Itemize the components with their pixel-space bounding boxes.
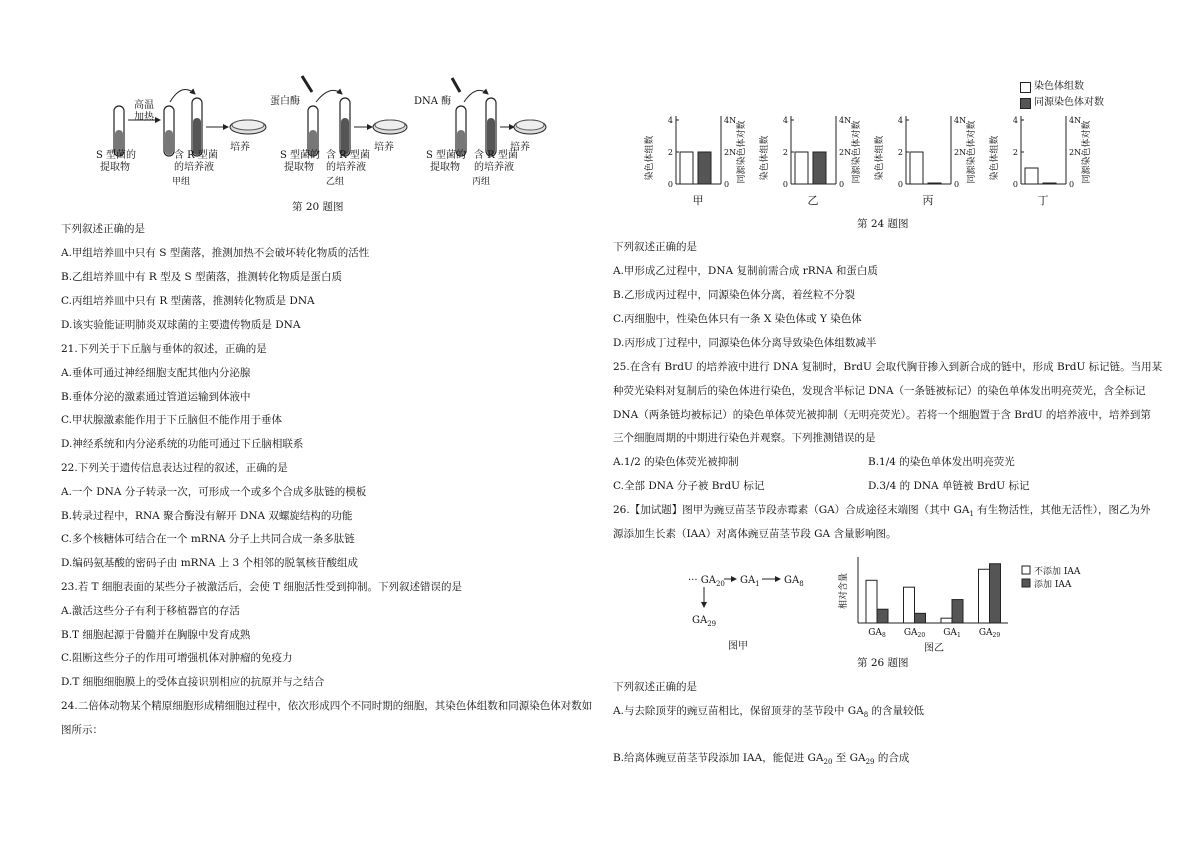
panel-label: 甲 [692, 194, 704, 207]
q21-option-a: A.垂体可通过神经细胞支配其他内分泌腺 [61, 367, 251, 379]
bar-group-count [1025, 168, 1038, 184]
legend-label-with-iaa: 添加 IAA [1034, 580, 1072, 590]
bar-no-iaa [941, 618, 952, 623]
svg-text:的培养液: 的培养液 [326, 162, 366, 173]
bar-no-iaa [904, 587, 915, 623]
group-yi-label: 乙组 [326, 177, 345, 187]
bar-pair-count [813, 152, 826, 184]
left-axis-title: 染色体组数 [990, 135, 1000, 181]
q23-option-a: A.激活这些分子有利于移植器官的存活 [61, 605, 240, 617]
left-tick-label: 2 [782, 148, 788, 157]
left-axis-title: 染色体组数 [645, 135, 655, 181]
right-tick-label: 0 [839, 180, 845, 189]
left-axis-title: 染色体组数 [875, 135, 885, 181]
panel-label: 乙 [807, 194, 819, 207]
left-tick-label: 4 [897, 116, 903, 125]
right-axis-title: 同源染色体对数 [852, 120, 862, 184]
right-tick-label: 2N [1069, 148, 1082, 157]
q25-option-a: A.1/2 的染色体荧光被抑制 [613, 456, 739, 468]
q23-stem: 23.若 T 细胞表面的某些分子被激活后，会使 T 细胞活性受到抑制。下列叙述错误的是 [61, 581, 463, 593]
category-label: $GA_8$ [868, 628, 886, 639]
svg-text:培养: 培养 [510, 142, 530, 153]
s-extract-label-2: 提取物 [100, 162, 130, 173]
figure-24-caption: 第 24 题图 [857, 218, 909, 230]
culture-label: 培养 [230, 142, 250, 153]
q23-option-c: C.阻断这些分子的作用可增强机体对肿瘤的免疫力 [61, 652, 293, 664]
group-bing-label: 丙组 [472, 177, 491, 187]
q21-option-b: B.垂体分泌的激素通过管道运输到体液中 [61, 391, 251, 403]
q22-option-c: C.多个核糖体可结合在一个 mRNA 分子上共同合成一条多肽链 [61, 533, 355, 545]
protease-label: 蛋白酶 [270, 96, 300, 107]
q25-option-c: C.全部 DNA 分子被 BrdU 标记 [613, 480, 765, 492]
group-yi [270, 76, 407, 187]
svg-text:提取物: 提取物 [284, 162, 314, 173]
right-tick-label: 4N [724, 116, 737, 125]
q26-option-b: B.给离体豌豆苗茎节段添加 IAA，能促进 $GA_{20}$ 至 $GA_{29}$ 的合成 [613, 752, 910, 767]
legend-swatch-no-iaa [1022, 566, 1030, 574]
bar-group-count [680, 152, 693, 184]
category-label: $GA_1$ [943, 628, 961, 639]
q20-option-c: C.丙组培养皿中只有 R 型菌落，推测转化物质是 DNA [61, 295, 315, 307]
high-temp-label-2: 加热 [134, 112, 154, 123]
y-axis-title: 相对含量 [839, 572, 849, 610]
q25-option-d: D.3/4 的 DNA 单链被 BrdU 标记 [868, 480, 1030, 492]
svg-text:GA8: $GA_8$ [784, 575, 804, 588]
bar-pair-count [698, 152, 711, 184]
category-label: $GA_{29}$ [978, 628, 1001, 639]
left-axis-title: 染色体组数 [760, 135, 770, 181]
right-tick-label: 0 [1069, 180, 1075, 189]
bar-no-iaa [979, 569, 990, 623]
right-axis-title: 同源染色体对数 [967, 120, 977, 184]
figure-20-caption: 第 20 题图 [292, 201, 344, 213]
bar-group-count [910, 152, 923, 184]
left-tick-label: 4 [667, 116, 673, 125]
q21-option-d: D.神经系统和内分泌系统的功能可通过下丘脑相联系 [61, 438, 304, 450]
r-culture-label-2: 的培养液 [174, 162, 214, 173]
left-tick-label: 0 [897, 180, 903, 189]
q22-option-b: B.转录过程中，RNA 聚合酶没有解开 DNA 双螺旋结构的功能 [61, 510, 353, 522]
s-extract-label-1: S 型菌的 [96, 150, 137, 161]
high-temp-label-1: 高温 [134, 100, 154, 111]
q23-option-d: D.T 细胞细胞膜上的受体直接识别相应的抗原并与之结合 [61, 676, 325, 688]
q26-option-a: A.与去除顶芽的豌豆苗相比，保留顶芽的茎节段中 $GA_8$ 的含量较低 [613, 705, 925, 720]
q25-stem-line1: 25.在含有 BrdU 的培养液中进行 DNA 复制时，BrdU 会取代胸苷掺入到新合成的链中，形成 BrdU 标记链。当用某 [613, 361, 1163, 373]
left-tick-label: 2 [667, 148, 673, 157]
legend-swatch-pair [1020, 98, 1031, 109]
right-axis-title: 同源染色体对数 [737, 120, 747, 184]
bar-with-iaa [877, 609, 888, 623]
svg-text:··· GA20: ··· $GA_{20}$ [688, 575, 725, 588]
right-tick-label: 0 [724, 180, 730, 189]
left-tick-label: 0 [667, 180, 673, 189]
right-tick-label: 2N [724, 148, 737, 157]
q20-option-d: D.该实验能证明肺炎双球菌的主要遗传物质是 DNA [61, 319, 301, 331]
panel-label: 丙 [922, 194, 934, 207]
q20-option-a: A.甲组培养皿中只有 S 型菌落，推测加热不会破坏转化物质的活性 [61, 247, 370, 259]
right-axis-title: 同源染色体对数 [1082, 120, 1092, 184]
q24-option-d: D.丙形成丁过程中，同源染色体分离导致染色体组数减半 [613, 337, 877, 349]
left-tick-label: 0 [1012, 180, 1018, 189]
q22-option-d: D.编码氨基酸的密码子由 mRNA 上 3 个相邻的脱氧核苷酸组成 [61, 557, 359, 569]
legend-label-group: 染色体组数 [1034, 81, 1084, 92]
q24-option-a: A.甲形成乙过程中，DNA 复制前需合成 rRNA 和蛋白质 [613, 265, 878, 277]
legend-label-pair: 同源染色体对数 [1034, 97, 1104, 108]
q21-stem: 21.下列关于下丘脑与垂体的叙述，正确的是 [61, 343, 267, 355]
dnase-label: DNA 酶 [414, 96, 452, 107]
q22-stem: 22.下列关于遗传信息表达过程的叙述，正确的是 [61, 462, 288, 474]
panel-label: 丁 [1037, 194, 1049, 207]
group-jia-label: 甲组 [172, 177, 191, 187]
bar-with-iaa [952, 600, 963, 623]
q24-option-c: C.丙细胞中，性染色体只有一条 X 染色体或 Y 染色体 [613, 313, 862, 325]
figure-20 [90, 72, 550, 192]
figure-26-pathway [680, 565, 830, 655]
svg-text:S 型菌的: S 型菌的 [280, 150, 321, 161]
left-tick-label: 4 [1012, 116, 1018, 125]
right-tick-label: 4N [839, 116, 852, 125]
q25-stem-line2: 种荧光染料对复制后的染色体进行染色，发现含半标记 DNA（一条链被标记）的染色单体发出明亮荧光，含全标记 [613, 385, 1146, 397]
q25-stem-line4: 三个细胞周期的中期进行染色并观察。下列推测错误的是 [613, 432, 876, 444]
q23-option-b: B.T 细胞起源于骨髓并在胸腺中发育成熟 [61, 629, 251, 641]
bar-pair-count [928, 183, 941, 184]
bar-with-iaa [915, 613, 926, 623]
bar-with-iaa [990, 564, 1001, 623]
q26-question: 下列叙述正确的是 [613, 681, 697, 693]
q24-stem-line2: 图所示： [61, 724, 103, 736]
svg-text:培养: 培养 [374, 142, 394, 153]
right-tick-label: 4N [1069, 116, 1082, 125]
bar-pair-count [1043, 183, 1056, 184]
legend-label-no-iaa: 不添加 IAA [1034, 567, 1081, 577]
svg-text:含 R 型菌: 含 R 型菌 [326, 150, 370, 161]
right-tick-label: 0 [954, 180, 960, 189]
right-tick-label: 4N [954, 116, 967, 125]
left-tick-label: 2 [897, 148, 903, 157]
bar-no-iaa [866, 580, 877, 623]
category-label: $GA_{20}$ [903, 628, 926, 639]
group-jia [96, 90, 266, 188]
svg-text:GA29: $GA_{29}$ [692, 615, 717, 628]
right-tick-label: 2N [839, 148, 852, 157]
q25-stem-line3: DNA（两条链均被标记）的染色单体荧光被抑制（无明亮荧光）。若将一个细胞置于含 BrdU 的培养液中，培养到第 [613, 409, 1151, 421]
right-tick-label: 2N [954, 148, 967, 157]
svg-text:提取物: 提取物 [430, 162, 460, 173]
svg-text:S 型菌的: S 型菌的 [426, 150, 467, 161]
q24-stem-line1: 24.二倍体动物某个精原细胞形成精细胞过程中，依次形成四个不同时期的细胞，其染色体组数和同源染色体对数如 [61, 700, 593, 712]
group-bing [414, 78, 546, 187]
q22-option-a: A.一个 DNA 分子转录一次，可形成一个或多个合成多肽链的模板 [61, 486, 367, 498]
left-tick-label: 2 [1012, 148, 1018, 157]
q21-option-c: C.甲状腺激素能作用于下丘脑但不能作用于垂体 [61, 414, 282, 426]
legend-swatch-group [1020, 82, 1031, 93]
svg-text:的培养液: 的培养液 [474, 162, 514, 173]
q26-stem-line2: 源添加生长素（IAA）对离体豌豆苗茎节段 GA 含量影响图。 [613, 528, 897, 540]
q24-option-b: B.乙形成丙过程中，同源染色体分离，着丝粒不分裂 [613, 289, 856, 301]
figure-26-caption: 第 26 题图 [857, 657, 909, 669]
q20-stem: 下列叙述正确的是 [61, 223, 145, 235]
label-fig-jia: 图甲 [728, 641, 748, 652]
label-fig-yi: 图乙 [924, 643, 944, 654]
legend-swatch-with-iaa [1022, 579, 1030, 587]
q26-stem-line1: 26.【加试题】图甲为豌豆苗茎节段赤霉素（GA）合成途径末端图（其中 $GA_1$ 有生物活性，其他无活性），图乙为外 [613, 504, 1151, 519]
svg-text:GA1: $GA_1$ [740, 575, 760, 588]
left-tick-label: 0 [782, 180, 788, 189]
left-tick-label: 4 [782, 116, 788, 125]
q20-option-b: B.乙组培养皿中有 R 型及 S 型菌落，推测转化物质是蛋白质 [61, 271, 343, 283]
svg-text:含 R 型菌: 含 R 型菌 [474, 150, 518, 161]
r-culture-label-1: 含 R 型菌 [174, 150, 218, 161]
figure-24-chart [640, 110, 1130, 210]
q24-question: 下列叙述正确的是 [613, 241, 697, 253]
bar-group-count [795, 152, 808, 184]
q25-option-b: B.1/4 的染色单体发出明亮荧光 [868, 456, 1015, 468]
figure-26-chart [836, 555, 1096, 655]
